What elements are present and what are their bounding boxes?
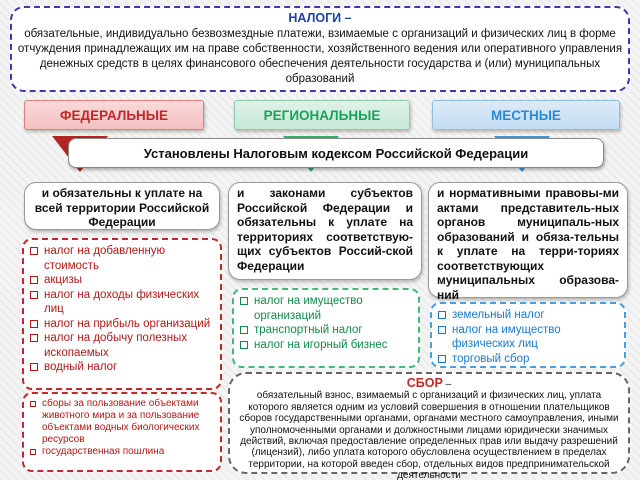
tax-definition-box: [10, 6, 630, 92]
list-item-label: налог на добычу полезных ископаемых: [44, 332, 188, 359]
list-item: [438, 308, 618, 323]
list-item: [30, 331, 214, 360]
federal-taxes-banner: ФЕДЕРАЛЬНЫЕ: [24, 100, 204, 130]
regional-obligation-text: и законами субъектов Российской Федерации и обязательны к уплате на территориях соответствую-щих субъектов Россий-ской Федерации: [228, 182, 422, 280]
list-item: [30, 360, 214, 375]
list-item-label: транспортный налог: [254, 324, 363, 336]
list-item-label: торговый сбор: [452, 352, 530, 365]
local-obligation-text: и нормативными правовы-ми актами представитель-ных органов муниципаль-ных образований и обяза-тельны к уплате на терри-ториях соответствующих муниципальных образова-ний: [428, 182, 628, 298]
checkbox-bullet-icon: [438, 355, 446, 363]
list-item: [30, 273, 214, 288]
regional-tax-list: [232, 288, 420, 368]
list-item: [240, 338, 412, 353]
tax-code-statement: Установлены Налоговым кодексом Российской Федерации: [68, 138, 604, 168]
checkbox-bullet-icon: [240, 341, 248, 349]
federal-obligation-text: и обязательны к уплате на всей территории Российской Федерации: [24, 182, 220, 230]
tax-definition-text: обязательные, индивидуально безвозмездные платежи, взимаемые с организаций и физических лиц в форме отчуждения принадлежащих им на праве собственности, хозяйственного ведения или оперативного управления денежных средств в целях финансового обеспечения деятельности государства и (или) муниципальных образований: [17, 28, 623, 85]
fee-definition-dash: –: [445, 379, 452, 390]
fee-definition-text: обязательный взнос, взимаемый с организаций и физических лиц, уплата которого является одним из условий совершения в отношении плательщиков сборов государственными органами, органами местного самоуправления, иными уполномоченными органами и должностными лицами юридически значимых действий, включая предоставление определенных прав или выдачу разрешений (лицензий), либо уплата которого обусловлена осуществлением в пределах территории, на которой введен сбор, отдельных видов предпринимательской деятельности: [239, 390, 619, 480]
list-item: [30, 398, 214, 446]
checkbox-bullet-icon: [30, 276, 38, 284]
list-item: [30, 317, 214, 332]
list-item-label: акцизы: [44, 274, 82, 286]
checkbox-bullet-icon: [240, 326, 248, 334]
list-item-label: налог на добавленную стоимость: [44, 245, 166, 272]
list-item-label: земельный налог: [452, 309, 545, 321]
regional-taxes-banner: РЕГИОНАЛЬНЫЕ: [234, 100, 410, 130]
checkbox-bullet-icon: [240, 297, 248, 305]
checkbox-bullet-icon: [30, 334, 38, 342]
list-item-label: налог на имущество организаций: [254, 295, 363, 322]
list-item-label: налог на имущество физических лиц: [452, 323, 561, 350]
list-item: [240, 294, 412, 323]
checkbox-bullet-icon: [30, 401, 36, 407]
list-item: [30, 244, 214, 273]
fee-definition-box: [228, 372, 630, 480]
list-item-label: водный налог: [44, 361, 118, 373]
checkbox-bullet-icon: [30, 449, 36, 455]
checkbox-bullet-icon: [438, 311, 446, 319]
list-item: [438, 352, 618, 367]
list-item: [438, 323, 618, 352]
federal-tax-list: [22, 238, 222, 390]
federal-fees-list: [22, 392, 222, 472]
checkbox-bullet-icon: [30, 320, 38, 328]
tax-definition-title: НАЛОГИ –: [288, 11, 352, 25]
local-tax-list: [430, 302, 626, 368]
local-taxes-banner: МЕСТНЫЕ: [432, 100, 620, 130]
list-item-label: государственная пошлина: [42, 446, 165, 457]
fee-definition-title: СБОР: [406, 376, 443, 390]
list-item-label: налог на игорный бизнес: [254, 338, 388, 351]
list-item-label: налог на доходы физических лиц: [44, 288, 200, 315]
list-item: [240, 323, 412, 338]
checkbox-bullet-icon: [438, 326, 446, 334]
checkbox-bullet-icon: [30, 363, 38, 371]
checkbox-bullet-icon: [30, 291, 38, 299]
list-item: [30, 446, 214, 458]
list-item: [30, 288, 214, 317]
list-item-label: налог на прибыль организаций: [44, 317, 211, 330]
checkbox-bullet-icon: [30, 247, 38, 255]
list-item-label: сборы за пользование объектами животного мира и за пользование объектами водных биологических ресурсов: [42, 398, 200, 445]
